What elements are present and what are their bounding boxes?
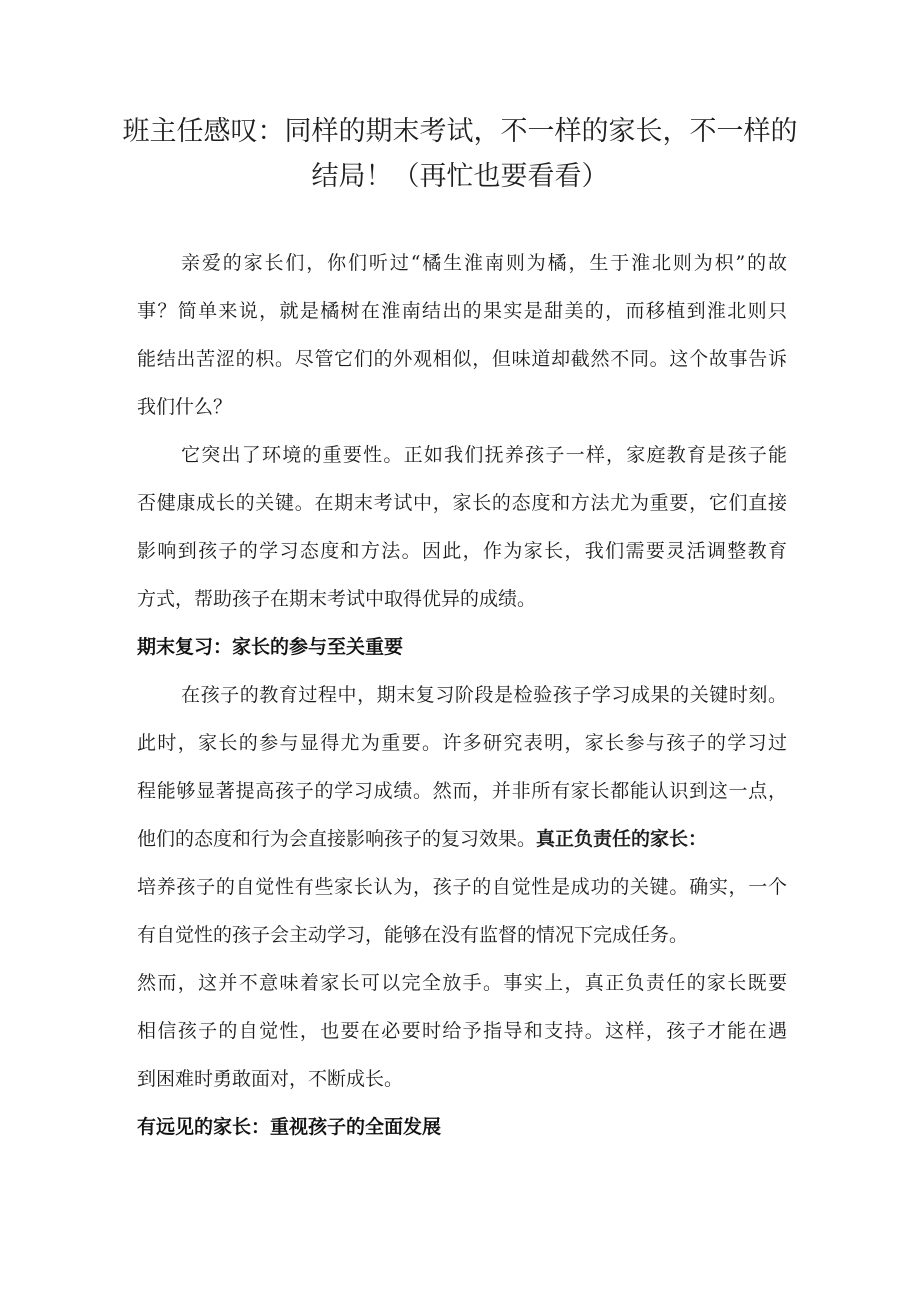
paragraph-1-line-2: 事？简单来说，就是橘树在淮南结出的果实是甜美的，而移植到淮北则只 [137, 300, 787, 322]
paragraph-3-line-4 [137, 825, 787, 853]
responsible-parents-lead-in: 真正负责任的家长： [536, 828, 708, 850]
paragraph-4-line-1: 培养孩子的自觉性有些家长认为，孩子的自觉性是成功的关键。确实，一个 [137, 876, 787, 898]
section-heading-visionary-parents: 有远见的家长：重视孩子的全面发展 [137, 1116, 442, 1138]
paragraph-3-line-1: 在孩子的教育过程中，期末复习阶段是检验孩子学习成果的关键时刻。 [181, 684, 787, 706]
document-title-line-2: 结局！（再忙也要看看） [311, 161, 609, 192]
paragraph-2-line-3: 影响到孩子的学习态度和方法。因此，作为家长，我们需要灵活调整教育 [137, 540, 787, 562]
paragraph-1-line-4: 我们什么？ [137, 396, 233, 418]
paragraph-2-line-1: 它突出了环境的重要性。正如我们抚养孩子一样，家庭教育是孩子能 [181, 444, 787, 466]
paragraph-5-line-3: 到困难时勇敢面对，不断成长。 [137, 1068, 404, 1090]
paragraph-1-line-3: 能结出苦涩的枳。尽管它们的外观相似，但味道却截然不同。这个故事告诉 [137, 348, 787, 370]
paragraph-2-line-4: 方式，帮助孩子在期末考试中取得优异的成绩。 [137, 588, 537, 610]
paragraph-2-line-2: 否健康成长的关键。在期末考试中，家长的态度和方法尤为重要，它们直接 [137, 492, 787, 514]
paragraph-4-line-2: 有自觉性的孩子会主动学习，能够在没有监督的情况下完成任务。 [137, 924, 689, 946]
paragraph-3-line-4-text: 他们的态度和行为会直接影响孩子的复习效果。 [137, 828, 537, 850]
paragraph-5-line-2: 相信孩子的自觉性，也要在必要时给予指导和支持。这样，孩子才能在遇 [137, 1020, 787, 1042]
section-heading-final-review: 期末复习：家长的参与至关重要 [137, 636, 404, 658]
paragraph-1-line-1: 亲爱的家长们，你们听过“橘生淮南则为橘，生于淮北则为枳”的故 [181, 252, 787, 274]
document-title-line-1: 班主任感叹：同样的期末考试，不一样的家长，不一样的 [122, 116, 798, 147]
paragraph-3-line-3: 程能够显著提高孩子的学习成绩。然而，并非所有家长都能认识到这一点， [137, 780, 787, 802]
paragraph-3-line-2: 此时，家长的参与显得尤为重要。许多研究表明，家长参与孩子的学习过 [137, 732, 787, 754]
paragraph-5-line-1: 然而，这并不意味着家长可以完全放手。事实上，真正负责任的家长既要 [137, 972, 787, 994]
